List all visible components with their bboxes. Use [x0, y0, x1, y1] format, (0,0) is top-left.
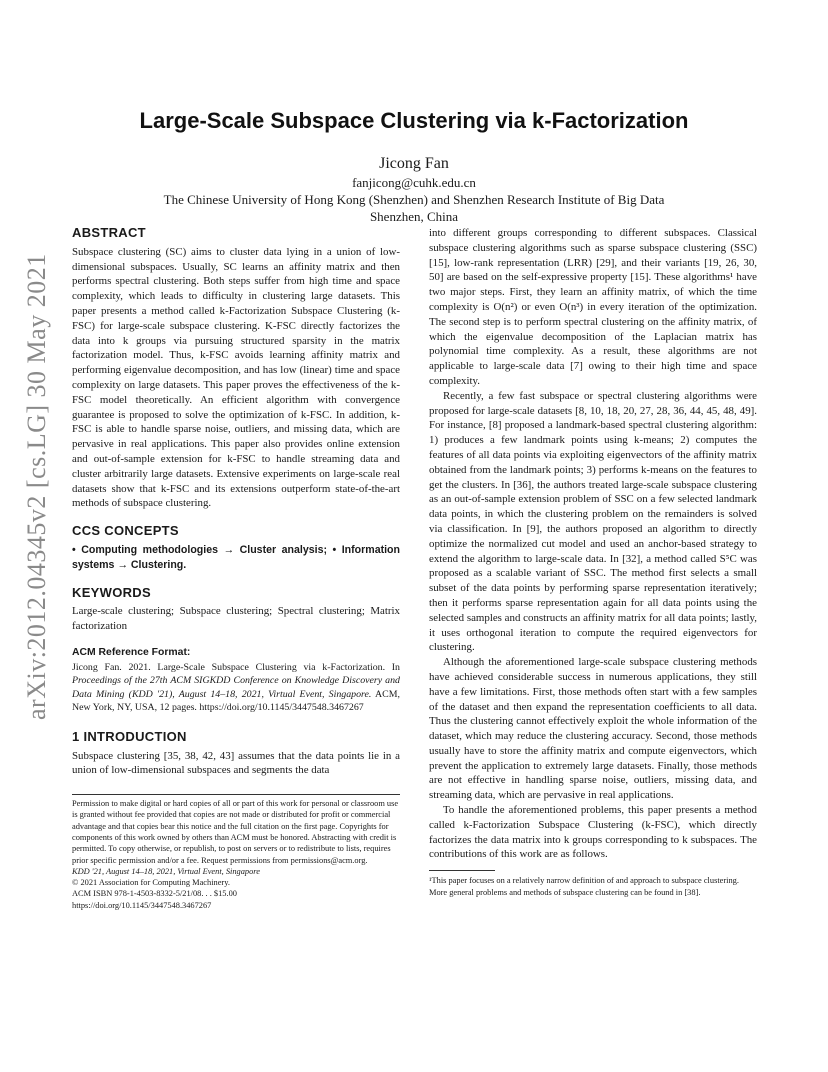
author-location: Shenzhen, China — [369, 209, 459, 224]
isbn-text: ACM ISBN 978-1-4503-8332-5/21/08. . . $15.00 — [72, 889, 237, 899]
ccs-text: • Computing methodologies → Cluster analysis; • Information systems → Clustering. — [72, 543, 400, 571]
intro-paragraph-1: into different groups corresponding to different subspaces. Classical subspace clustering algorithms such as sparse subspace clustering (SSC) [15], low-rank representation (LRR) [29], and their variants [19, 26, 30, 50] are based on the self-expressive property [15]. These algorithms¹ have two major steps. First, they learn an affinity matrix, of which the time complexity is O(n²) or even O(n³) in every iteration of the optimization. The second step is to perform spectral clustering on the affinity matrix, of which the eigenvalue decomposition of the Laplacian matrix has polynomial time complexity. As a result, these algorithms are not applicable to large-scale data [7] owing to their high time and space complexity. — [429, 227, 757, 387]
conference-info: KDD '21, August 14–18, 2021, Virtual Event, Singapore — [72, 866, 260, 876]
keywords-heading: KEYWORDS — [72, 584, 151, 600]
intro-paragraph-4: To handle the aforementioned problems, this paper presents a method called k-Factorization Subspace Clustering (k-FSC), which directly factorizes the data matrix into k groups corresponding to k subspaces. The contributions of this work are as follows. — [429, 804, 757, 861]
footnote-text: ¹This paper focuses on a relatively narrow definition of and approach to subspace clustering. More general problems and methods of subspace clustering can be found in [38]. — [429, 876, 739, 897]
paper-title: Large-Scale Subspace Clustering via k-Factorization — [139, 108, 689, 133]
author-affiliation: The Chinese University of Hong Kong (Shenzhen) and Shenzhen Research Institute of Big Data — [163, 192, 665, 207]
introduction-heading: 1 INTRODUCTION — [72, 728, 187, 744]
footnote-divider — [429, 870, 495, 871]
intro-paragraph-3: Although the aforementioned large-scale subspace clustering methods have achieved considerable success in numerous applications, they still have a few limitations. First, those methods often start with a few samples of the dataset and then expand the representation coefficients to all data. Thus the clustering cannot effectively exploit the whole information of the dataset, which may reduce the clustering accuracy. Second, those methods usually have to store the affinity matrix and compute eigenvectors, which prevent the application to extremely large datasets. Finally, those methods are not effective in handling sparse noise, outliers, missing data, and streaming data, which are pervasive in real applications. — [429, 656, 757, 802]
intro-paragraph-2: Recently, a few fast subspace or spectral clustering algorithms were proposed for large-scale datasets [8, 10, 18, 20, 27, 28, 36, 44, 45, 48, 49]. For instance, [8] proposed a landmark-based spectral clustering algorithm: 1) produces a few landmark points using k-means; 2) computes the features of all data points via exploiting eigenvectors of the affinity matrix obtained from the landmark points; 3) performs k-means on the features to get the clusters. In [36], the authors treated large-scale subspace clustering as an out-of-sample extension problem of SSC on a few selected landmark data points, in which the clustering problem on the remainders is solved via classification. In [9], the authors proposed an algorithm to directly optimize the normalized cut model and used an anchor-based strategy to extend the algorithm to large-scale data. In [32], a method called S⁵C was proposed as a scalable variant of SSC. The method first selects a small subset of the data points by performing sparse representation iteratively; then it performs sparse representation again for all data points using the selected samples and constructs an affinity matrix for all data points; lastly, it uses orthogonal iteration to compute the required eigenvectors for clustering. — [429, 389, 757, 654]
acm-reference-heading: ACM Reference Format: — [72, 646, 191, 658]
left-column — [72, 226, 400, 911]
arxiv-identifier: arXiv:2012.04345v2 [cs.LG] 30 May 2021 — [22, 253, 51, 720]
acm-reference-text: Jicong Fan. 2021. Large-Scale Subspace Clustering via k-Factorization. In Proceedings of the 27th ACM SIGKDD Conference on Knowledge Discovery and Data Mining (KDD '21), August 14–18, 2021, Virtual Event, Singapore. ACM, New York, NY, USA, 12 pages. https://doi.org/10.1145/3447548.3467267 — [72, 661, 401, 714]
copyright-text: © 2021 Association for Computing Machinery. — [72, 878, 230, 888]
permission-block — [72, 795, 400, 911]
right-column — [429, 226, 757, 898]
author-email: fanjicong@cuhk.edu.cn — [352, 175, 476, 190]
abstract-heading: ABSTRACT — [72, 225, 146, 240]
abstract-text: Subspace clustering (SC) aims to cluster data lying in a union of low-dimensional subspaces. Usually, SC learns an affinity matrix and then performs spectral clustering. Both steps suffer from high time and space complexity, which leads to difficulty in clustering large datasets. This paper presents a method called k-Factorization Subspace Clustering (k-FSC) for large-scale subspace clustering. K-FSC directly factorizes the data into k groups via pursuing structured sparsity in the matrix factorization model. Thus, k-FSC avoids learning affinity matrix and performing eigenvalue decomposition, and has low (linear) time and space complexity on large datasets. This paper proves the effectiveness of the k-FSC model theoretically. An efficient algorithm with convergence guarantee is proposed to solve the optimization of k-FSC. In addition, k-FSC is able to handle sparse noise, outliers, and missing data, which are pervasive in real applications. This paper also provides online extension and out-of-sample extension for k-FSC to handle streaming data and cluster arbitrarily large datasets. Extensive experiments on large-scale real datasets show that k-FSC and its extensions outperform state-of-the-art methods of subspace clustering. — [72, 245, 400, 510]
author-name: Jicong Fan — [379, 155, 449, 172]
doi-link[interactable]: https://doi.org/10.1145/3447548.3467267 — [72, 900, 212, 910]
keywords-text: Large-scale clustering; Subspace clustering; Spectral clustering; Matrix factorization — [72, 605, 400, 633]
permission-text: Permission to make digital or hard copies of all or part of this work for personal or classroom use is granted without fee provided that copies are not made or distributed for profit or commercial advantage and that copies bear this notice and the full citation on the first page. Copyrights for components of this work owned by others than ACM must be honored. Abstracting with credit is permitted. To copy otherwise, or republish, to post on servers or to redistribute to lists, requires prior specific permission and/or a fee. Request permissions from permissions@acm.org. — [72, 799, 399, 865]
intro-left-text: Subspace clustering [35, 38, 42, 43] assumes that the data points lie in a union of low-dimensional subspaces and segments the data — [72, 749, 400, 777]
ccs-heading: CCS CONCEPTS — [72, 523, 179, 539]
paper-header — [0, 108, 828, 225]
